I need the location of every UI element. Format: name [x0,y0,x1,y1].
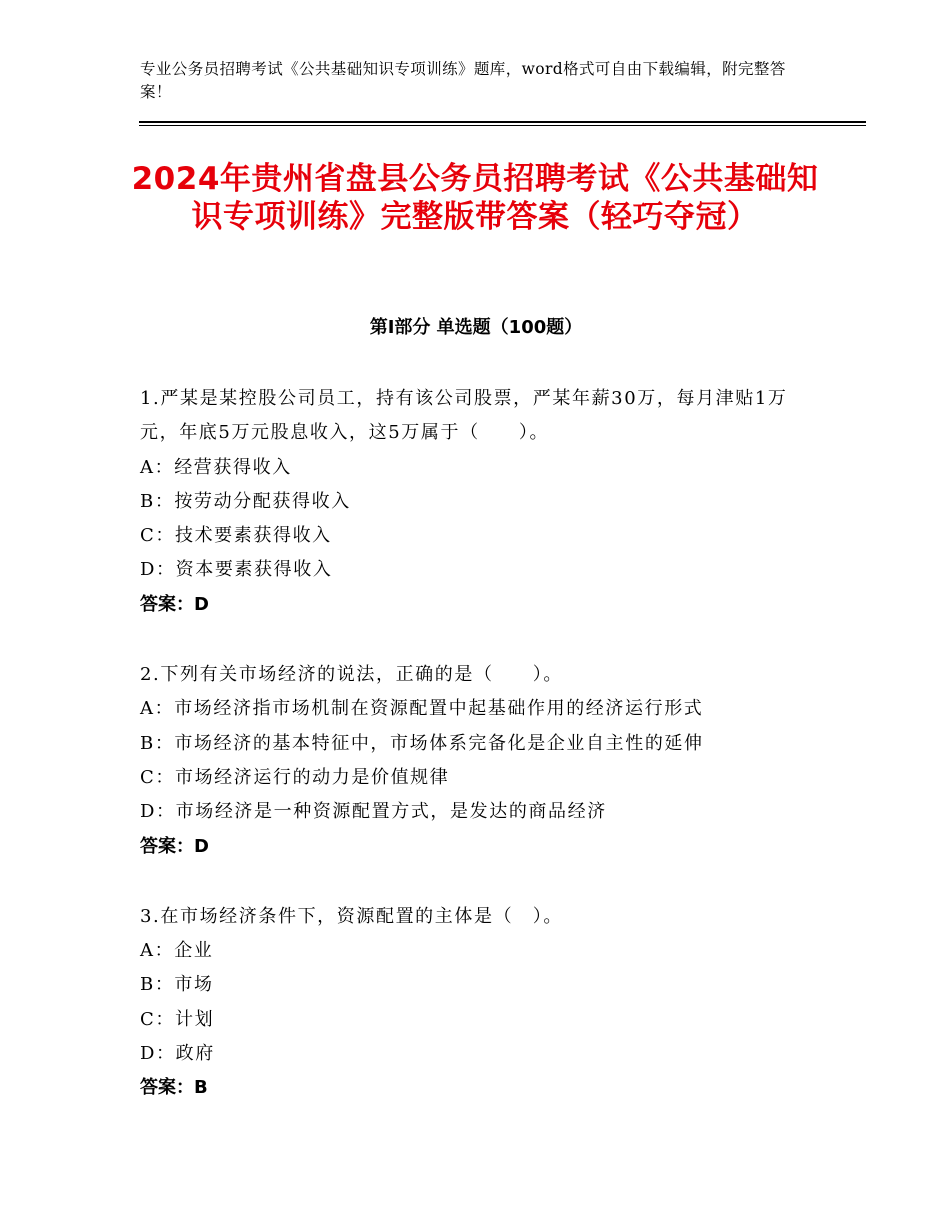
option-d: D：资本要素获得收入 [140,559,333,581]
answer-label: 答案：D [140,835,209,857]
header-rule-thin [139,125,866,126]
option-a: A：企业 [140,940,214,962]
part-title: 第I部分 单选题（100题） [369,317,583,338]
option-d: D：市场经济是一种资源配置方式，是发达的商品经济 [140,801,607,823]
option-d: D：政府 [140,1043,215,1065]
option-c: C：计划 [140,1008,215,1030]
option-c: C：技术要素获得收入 [140,525,332,547]
question-3 [140,900,812,1106]
option-c: C：市场经济运行的动力是价值规律 [140,766,450,788]
header-rule-thick [139,121,866,123]
question-list [140,382,812,1142]
question-1 [140,382,812,622]
header-note: 专业公务员招聘考试《公共基础知识专项训练》题库，word格式可自由下载编辑，附完整答案！ [140,60,786,101]
question-2 [140,658,812,864]
option-a: A：经营获得收入 [140,456,292,478]
option-a: A：市场经济指市场机制在资源配置中起基础作用的经济运行形式 [140,698,704,720]
document-title: 2024年贵州省盘县公务员招聘考试《公共基础知识专项训练》完整版带答案（轻巧夺冠） [131,161,819,235]
option-b: B：市场经济的基本特征中，市场体系完备化是企业自主性的延伸 [140,732,704,754]
option-b: B：按劳动分配获得收入 [140,490,351,512]
answer-label: 答案：D [140,593,209,615]
question-stem: 2.下列有关市场经济的说法，正确的是（ ）。 [140,664,563,686]
question-stem: 1.严某是某控股公司员工，持有该公司股票，严某年薪30万，每月津贴1万元，年底5万元股息收入，这5万属于（ ）。 [140,388,788,444]
answer-label: 答案：B [140,1077,208,1099]
option-b: B：市场 [140,974,214,996]
question-stem: 3.在市场经济条件下，资源配置的主体是（ ）。 [140,905,563,927]
